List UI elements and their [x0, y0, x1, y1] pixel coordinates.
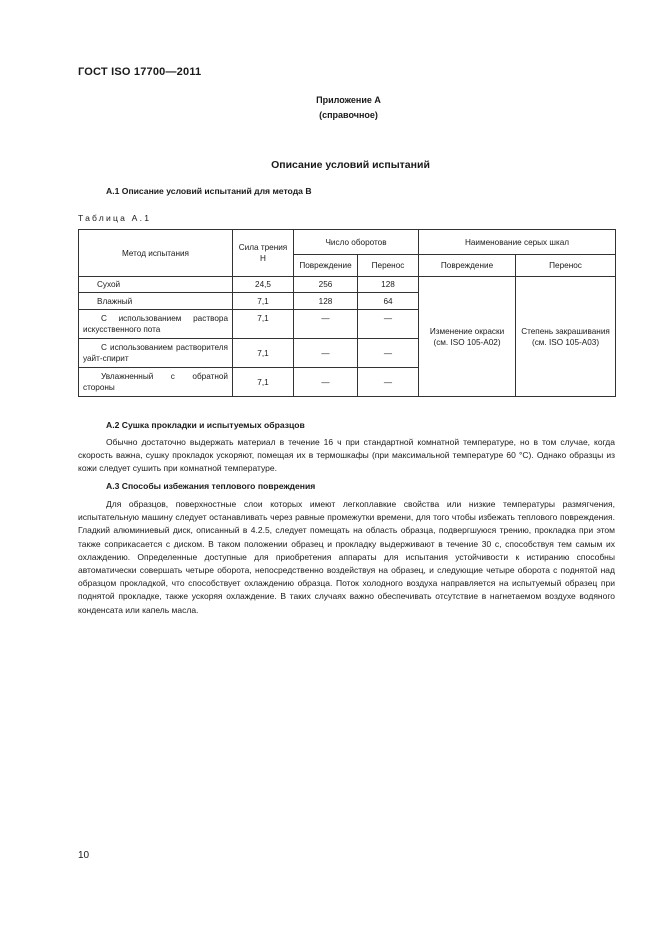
- header-rev-transfer: Перенос: [358, 255, 419, 277]
- cell-method: С использованием растворителя уайт-спирит: [79, 339, 233, 368]
- cell-force: 7,1: [233, 368, 294, 397]
- appendix-title: Приложение А: [316, 95, 381, 105]
- appendix-subtitle: (справочное): [319, 110, 378, 120]
- subsection-a2-heading: А.2 Сушка прокладки и испытуемых образцов: [106, 420, 305, 430]
- cell-damage: —: [294, 339, 358, 368]
- header-scale-damage: Повреждение: [419, 255, 516, 277]
- header-scale-transfer: Перенос: [516, 255, 616, 277]
- subsection-a2-body: [78, 436, 615, 476]
- test-conditions-table: [78, 229, 616, 397]
- cell-method: Влажный: [79, 293, 233, 310]
- subsection-a1-heading: А.1 Описание условий испытаний для метода В: [106, 186, 312, 196]
- header-revolutions: Число оборотов: [294, 230, 419, 255]
- table-row: [79, 277, 616, 293]
- cell-scale-transfer: Степень закрашивания (см. ISO 105-A03): [516, 277, 616, 397]
- cell-force: 24,5: [233, 277, 294, 293]
- paragraph: Обычно достаточно выдержать материал в течение 16 ч при стандартной комнатной температуре, но в том случае, когда скорость важна, сушку прокладок ускоряют, помещая их в термошкафы (при максимальной температуре 60 °С). Однако образцы из кожи следует сушить при комнатной температуре.: [78, 437, 615, 474]
- cell-scale-damage: Изменение окраски (см. ISO 105-A02): [419, 277, 516, 397]
- cell-method: Сухой: [79, 277, 233, 293]
- subsection-a3-heading: А.3 Способы избежания теплового повреждения: [106, 481, 316, 491]
- document-code-header: ГОСТ ISO 17700—2011: [78, 66, 202, 78]
- cell-damage: —: [294, 368, 358, 397]
- table-caption: Таблица А.1: [78, 213, 152, 223]
- header-method: Метод испытания: [79, 230, 233, 277]
- section-title: Описание условий испытаний: [271, 159, 430, 171]
- cell-force: 7,1: [233, 293, 294, 310]
- cell-damage: —: [294, 310, 358, 339]
- cell-force: 7,1: [233, 310, 294, 339]
- cell-force: 7,1: [233, 339, 294, 368]
- cell-method: Увлажненный с обратной стороны: [79, 368, 233, 397]
- cell-transfer: 128: [358, 277, 419, 293]
- cell-transfer: —: [358, 310, 419, 339]
- cell-transfer: —: [358, 339, 419, 368]
- header-rev-damage: Повреждение: [294, 255, 358, 277]
- header-gray-scales: Наименование серых шкал: [419, 230, 616, 255]
- paragraph: Для образцов, поверхностные слои которых имеют легкоплавкие свойства или низкие температуры размягчения, испытательную машину следует останавливать через равные промежутки времени, для того чтобы избежать теплового повреждения. Гладкий алюминиевый диск, описанный в 4.2.5, следует помещать на область образца, подвергшуюся трению, прокладка при этом также соприкасается с диском. В таком положении образец и прокладку выдерживают в течение 30 с, способствуя тем самым их охлаждению. Определенные доступные для приобретения аппараты для испытания устойчивости к истиранию способны автоматически совершать четыре оборота, непосредственно воздействуя на образец, и следующие четыре оборота с поднятой над образцом прокладкой, что способствует охлаждению образца. Поток холодного воздуха направляется на испытуемый образец при поднятой прокладке, также ускоряя охлаждение. В таких случаях важно обеспечивать отсутствие в нагнетаемом воздухе водяного конденсата или капель масла.: [78, 499, 615, 615]
- cell-method: С использованием раствора искусственного пота: [79, 310, 233, 339]
- header-friction-force: Сила трения Н: [233, 230, 294, 277]
- cell-damage: 128: [294, 293, 358, 310]
- cell-transfer: —: [358, 368, 419, 397]
- subsection-a3-body: [78, 498, 615, 617]
- cell-transfer: 64: [358, 293, 419, 310]
- page-number: 10: [78, 850, 90, 861]
- cell-damage: 256: [294, 277, 358, 293]
